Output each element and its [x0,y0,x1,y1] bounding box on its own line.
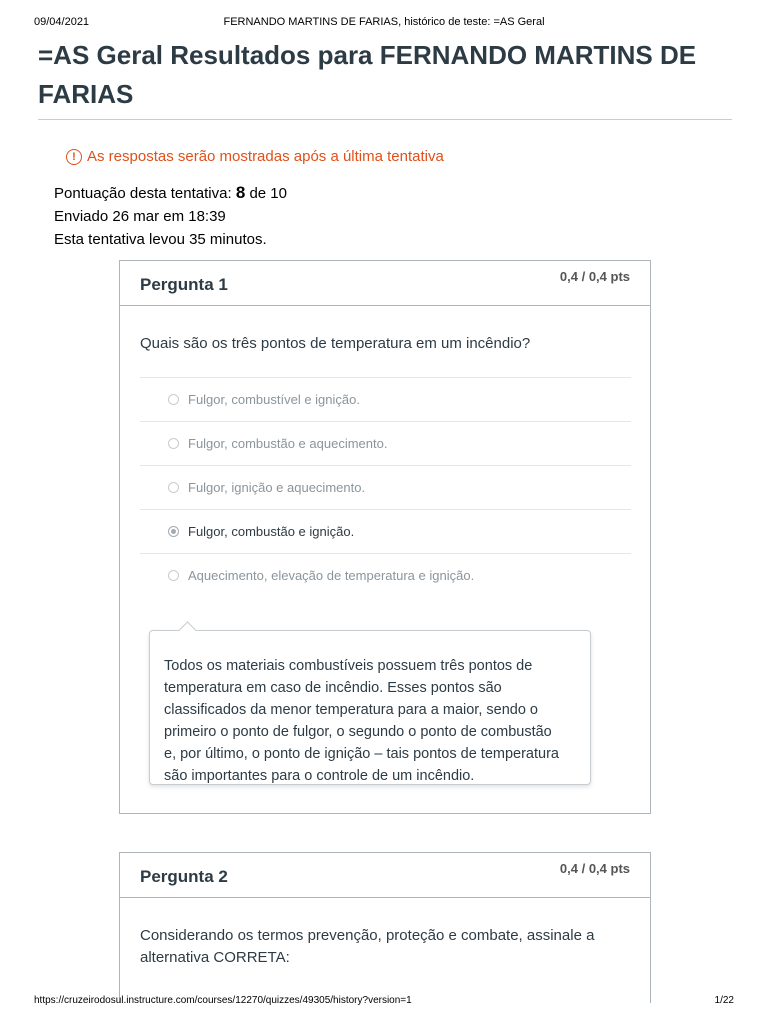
page-url: https://cruzeirodosul.instructure.com/courses/12270/quizzes/49305/history?version=1 [34,995,412,1006]
score-suffix: de 10 [249,185,287,202]
attempt-summary [54,181,287,251]
radio-button[interactable] [168,570,179,581]
answer-label: Fulgor, combustão e aquecimento. [188,436,388,451]
question-header [120,853,650,898]
answer-label: Fulgor, combustão e ignição. [188,524,355,539]
question-title: Pergunta 1 [140,275,228,294]
feedback-text: Todos os materiais combustíveis possuem três pontos de temperatura em caso de incêndio. Esses pontos são classificados da menor temperatura para a maior, sendo o primeiro o ponto de fulgor, o segundo o ponto de combustão e, por último, o ponto de ignição – tais pontos de temperatura são importantes para o controle de um incêndio. [164,658,559,784]
answer-option[interactable] [140,421,631,465]
answer-feedback [149,630,591,785]
attempt-duration: Esta tentativa levou 35 minutos. [54,231,267,248]
radio-button[interactable] [168,482,179,493]
warning-circle-icon: ! [66,149,82,165]
question-header [120,261,650,306]
title-divider [38,119,732,120]
answer-option[interactable] [140,465,631,509]
attempt-score [54,181,287,205]
feedback-pointer [178,621,196,639]
page-number: 1/22 [714,995,734,1006]
print-document-title: FERNANDO MARTINS DE FARIAS, histórico de teste: =AS Geral [223,16,545,28]
answer-label: Aquecimento, elevação de temperatura e ignição. [188,568,475,583]
radio-button[interactable] [168,438,179,449]
score-value: 8 [235,183,246,202]
answer-option[interactable] [140,377,631,421]
question-points: 0,4 / 0,4 pts [559,861,630,876]
page-title: =AS Geral Resultados para FERNANDO MARTINS DE FARIAS [38,40,697,109]
score-label: Pontuação desta tentativa: [54,185,232,202]
radio-button-selected[interactable] [168,526,179,537]
notice-text: As respostas serão mostradas após a última tentativa [87,148,444,165]
question-points: 0,4 / 0,4 pts [559,269,630,284]
answer-option[interactable] [140,553,631,597]
question-card-1 [119,260,651,814]
question-text: Considerando os termos prevenção, proteção e combate, assinale a alternativa CORRETA: [140,927,595,966]
question-title: Pergunta 2 [140,867,228,886]
question-card-2 [119,852,651,1003]
answers-notice [66,148,444,165]
question-text: Quais são os três pontos de temperatura em um incêndio? [140,335,531,352]
answer-label: Fulgor, combustível e ignição. [188,392,360,407]
radio-button[interactable] [168,394,179,405]
attempt-submitted: Enviado 26 mar em 18:39 [54,208,226,225]
print-date: 09/04/2021 [34,16,90,28]
answer-label: Fulgor, ignição e aquecimento. [188,480,366,495]
answer-option-selected[interactable] [140,509,631,553]
